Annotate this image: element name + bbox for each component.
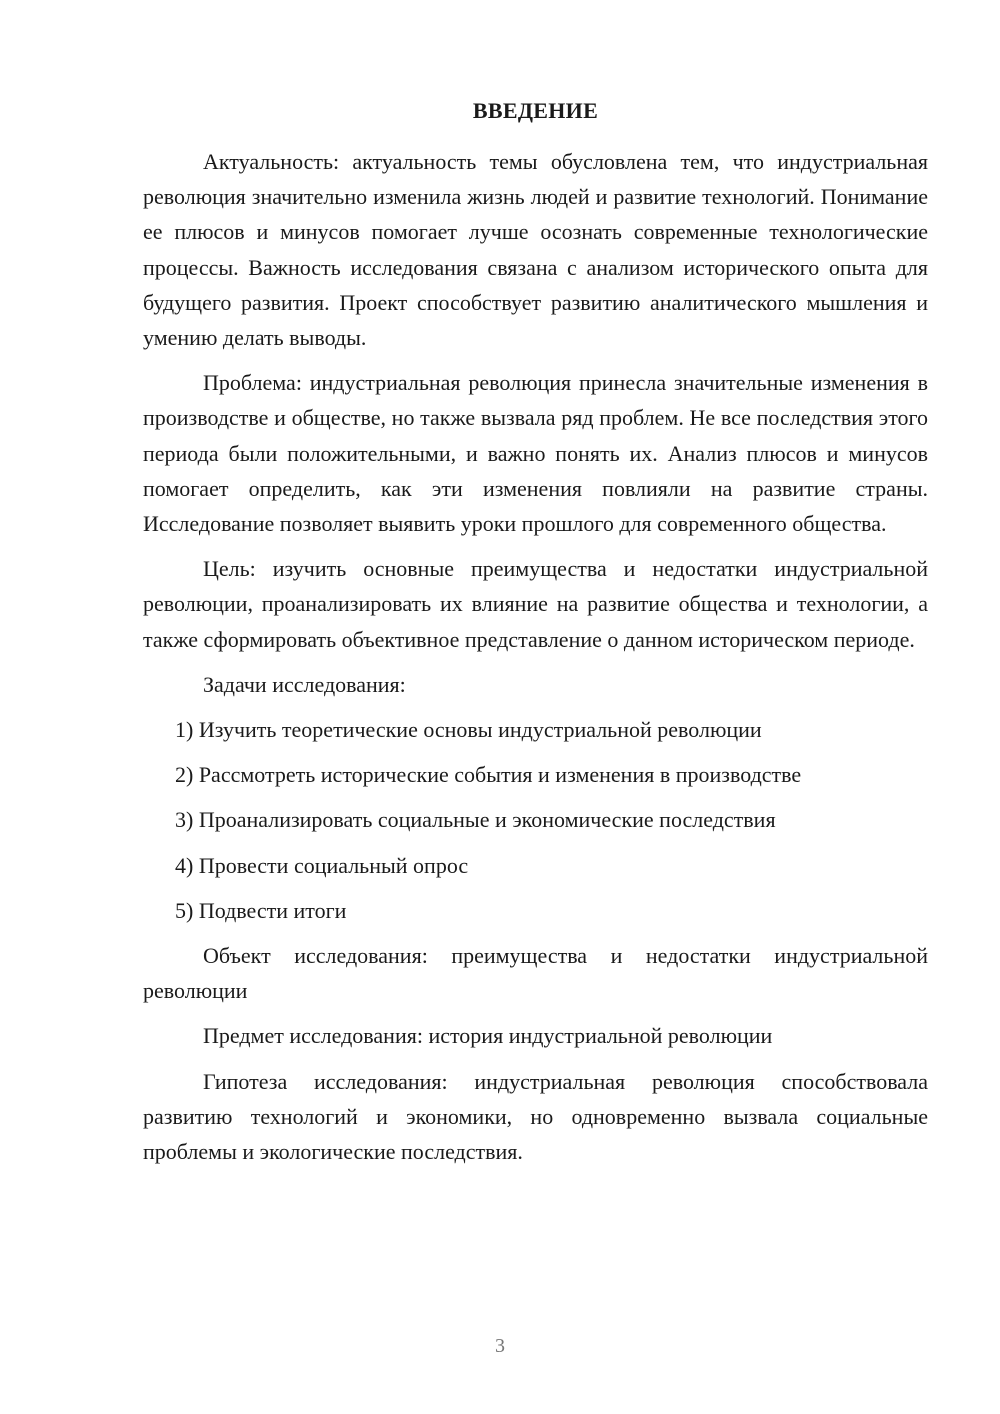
hypothesis-paragraph: Гипотеза исследования: индустриальная революция способствовала развитию технологий и экономики, но одновременно вызвала социальные проблемы и экологические последствия. (143, 1068, 928, 1165)
object-paragraph: Объект исследования: преимущества и недостатки индустриальной революции (143, 943, 928, 1004)
document-page (143, 96, 928, 1169)
task-item: 1) Изучить теоретические основы индустриальной революции (175, 717, 762, 743)
task-item: 5) Подвести итоги (175, 897, 347, 923)
goal-paragraph: Цель: изучить основные преимущества и недостатки индустриальной революции, проанализировать их влияние на развитие общества и технологии, а также сформировать объективное представление о данном историческом периоде. (143, 556, 928, 652)
problem-paragraph: Проблема: индустриальная революция принесла значительные изменения в производстве и обществе, но также вызвала ряд проблем. Не все последствия этого периода были положительными, и важно понять их. Анализ плюсов и минусов помогает определить, как эти изменения повлияли на развитие страны. Исследование позволяет выявить уроки прошлого для современного общества. (143, 370, 928, 537)
task-item: 2) Рассмотреть исторические события и изменения в производстве (175, 762, 802, 788)
task-item: 4) Провести социальный опрос (175, 852, 469, 878)
page-number: 3 (495, 1335, 505, 1357)
task-item: 3) Проанализировать социальные и экономические последствия (175, 807, 776, 833)
relevance-paragraph: Актуальность: актуальность темы обусловлена тем, что индустриальная революция значительно изменила жизнь людей и развитие технологий. Понимание ее плюсов и минусов помогает лучше осознать современные технологические процессы. Важность исследования связана с анализом исторического опыта для будущего развития. Проект способствует развитию аналитического мышления и умению делать выводы. (143, 149, 928, 351)
tasks-heading: Задачи исследования: (203, 671, 406, 697)
tasks-list (143, 712, 928, 928)
page-title: ВВЕДЕНИЕ (472, 98, 599, 123)
subject-paragraph: Предмет исследования: история индустриальной революции (203, 1023, 773, 1049)
